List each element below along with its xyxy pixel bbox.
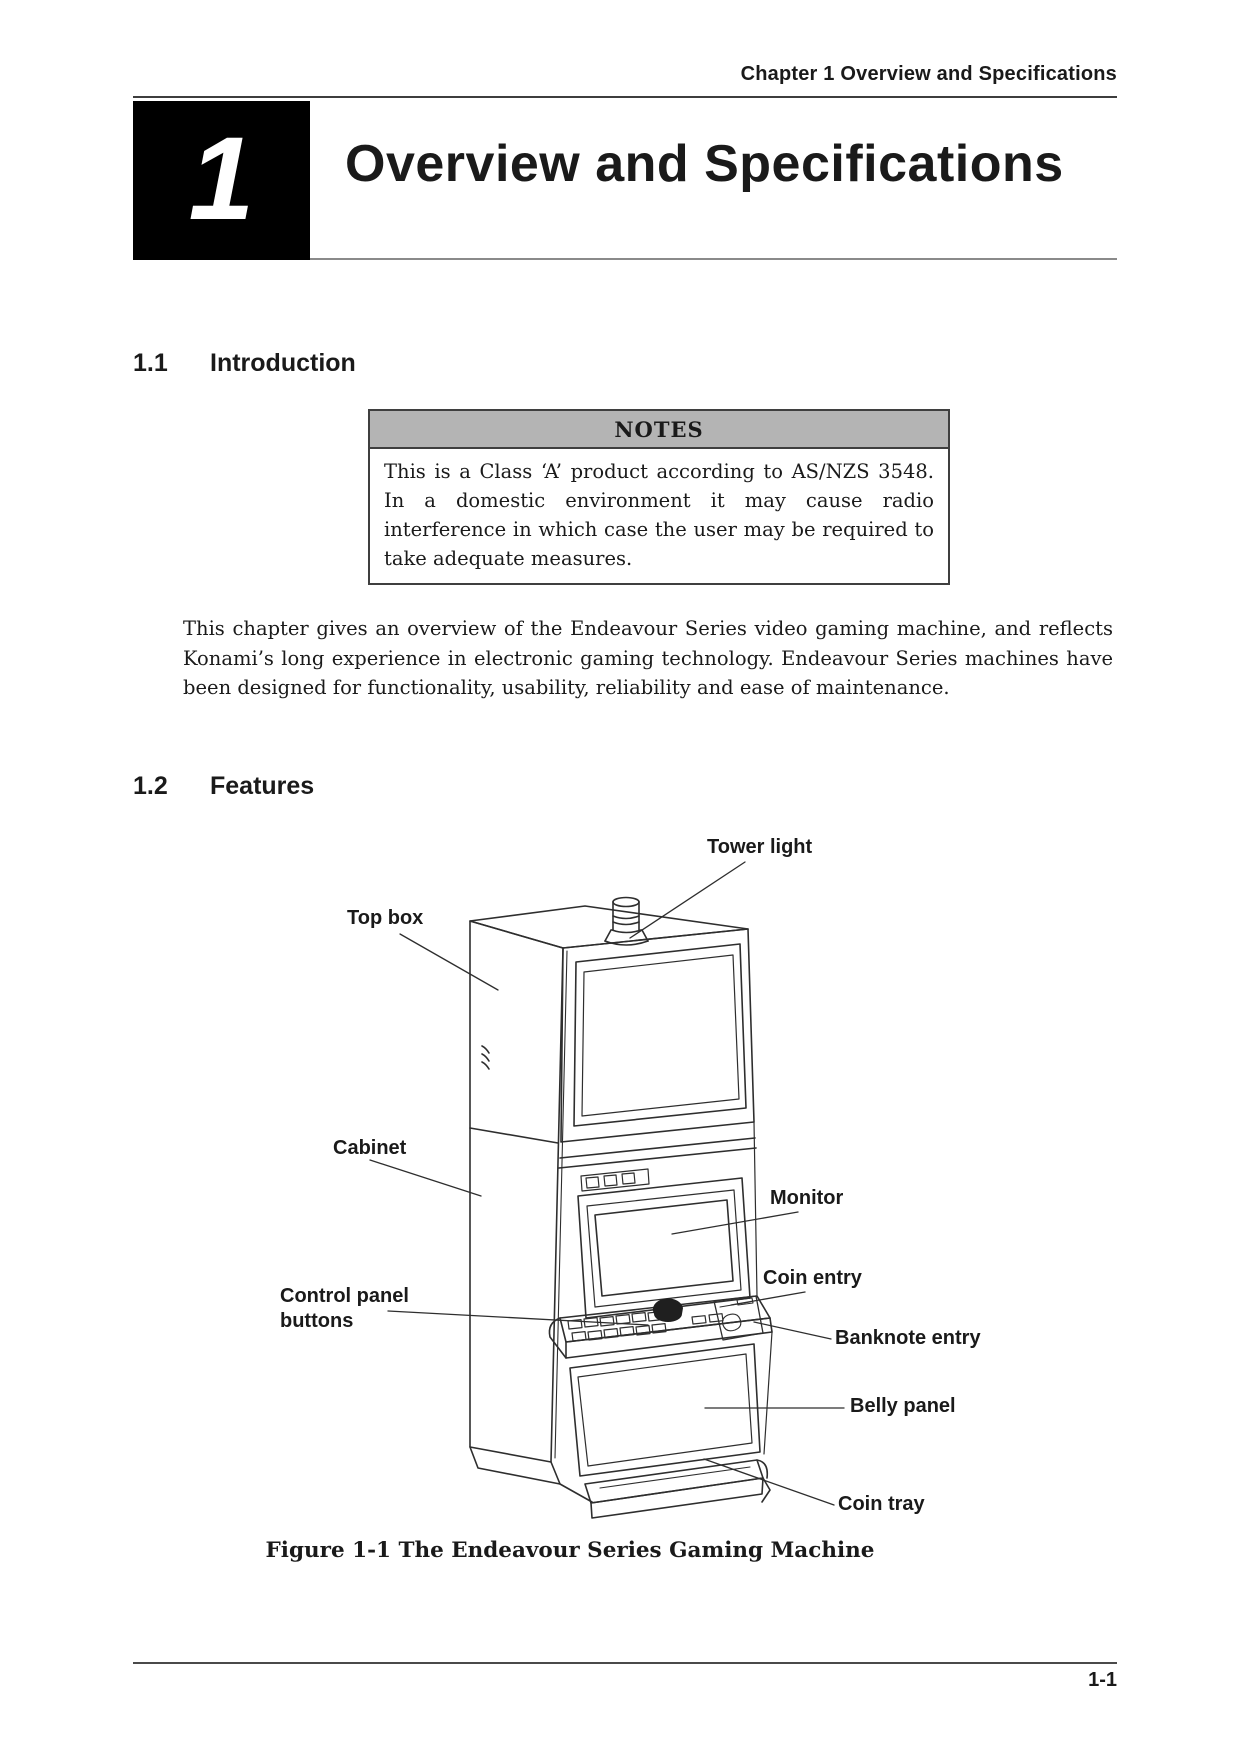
intro-paragraph: This chapter gives an overview of the Endeavour Series video gaming machine, and reflects Konami’s long experience in electronic gaming technology. Endeavour Series machines have been designed for functionality, usability, reliability and ease of maintenance.	[183, 617, 1113, 699]
figure-label-control-panel-line1: Control panel	[280, 1285, 409, 1307]
section-number: 1.2	[133, 772, 168, 800]
page-number: 1-1	[1088, 1669, 1117, 1691]
figure-label-control-panel-buttons	[280, 1284, 409, 1334]
chapter-title: Overview and Specifications	[345, 135, 1064, 193]
machine-drawing	[470, 898, 772, 1519]
figure-label-monitor: Monitor	[770, 1187, 844, 1209]
footer-rule	[133, 1662, 1117, 1664]
figure-label-cabinet: Cabinet	[333, 1137, 407, 1159]
section-heading-1-1	[133, 349, 356, 378]
figure-label-control-panel-line2: buttons	[280, 1310, 354, 1332]
figure-label-banknote-entry: Banknote entry	[835, 1327, 981, 1349]
section-title: Introduction	[210, 349, 356, 377]
section-number: 1.1	[133, 349, 168, 377]
figure-label-belly-panel: Belly panel	[850, 1395, 956, 1417]
gaming-machine-illustration	[0, 810, 1240, 1540]
figure-label-coin-tray: Coin tray	[838, 1493, 925, 1515]
chapter-number: 1	[188, 112, 255, 245]
figure-label-coin-entry: Coin entry	[763, 1267, 862, 1289]
section-heading-1-2	[133, 772, 314, 801]
figure-label-top-box: Top box	[347, 907, 424, 929]
notes-box	[368, 409, 950, 585]
notes-box-title: NOTES	[370, 411, 948, 449]
figure-label-tower-light: Tower light	[707, 836, 813, 858]
notes-box-body: This is a Class ‘A’ product according to AS/NZS 3548. In a domestic environment it may cause radio interference in which case the user may be required to take adequate measures.	[384, 460, 934, 570]
running-header: Chapter 1 Overview and Specifications	[740, 63, 1117, 85]
chapter-number-box	[133, 101, 310, 260]
section-title: Features	[210, 772, 315, 800]
figure-caption: Figure 1-1 The Endeavour Series Gaming Machine	[265, 1538, 875, 1563]
header-rule	[133, 96, 1117, 98]
leader-lines	[370, 862, 844, 1505]
